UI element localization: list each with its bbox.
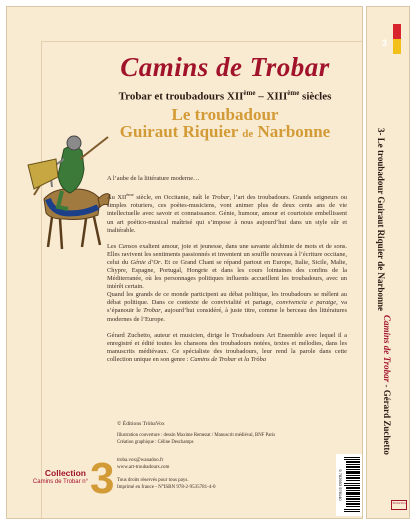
subtitle-sup-2: ème [287, 89, 300, 97]
p4-a: Gérard Zuchetto, auteur et musicien, dirige le Troubadours Art Ensemble avec lequel il a enregistré et édité toutes les chansons des troubadours notées, textes et mélodies, dans les manuscrits médiévaux. Ce spécialiste des troubadours, leur rend la parole dans cette collection unique en son genre : [107, 331, 347, 363]
website-text: www.art-troubadours.com [117, 465, 170, 470]
collection-series: Camins de Trobar n° [32, 479, 88, 485]
p1-trobar: Trobar [211, 194, 230, 202]
p1-a: Au XII [107, 194, 127, 202]
p4-camins: Camins de Trobar [190, 355, 237, 363]
subtitle-main: Trobar et troubadours XII [118, 90, 244, 103]
collection-badge [30, 454, 116, 504]
cover-subtitle [94, 89, 356, 103]
spine-author-name: Gérard Zuchetto [382, 389, 392, 455]
p3-a: Quand les grands de ce monde participent au débat politique, les troubadours se mêlent au débat politique. Dans ce contexte de convivialité et partage, [107, 291, 347, 307]
subtitle-tail: siècles [299, 90, 332, 103]
subtitle-sup-1: ème [243, 89, 256, 97]
intro-line: A l’aube de la littérature moderne… [107, 175, 200, 182]
p3-c: , aujourd’hui considéré, à juste titre, comme le berceau des littératures modernes de l’Europe. [107, 307, 348, 323]
p2-c: . Et ce Grand Chant se répand partout en Europe, Italie, Sicile, Malte, Chypre, Espagne, Portugal, Hongrie et dans les cours lointaines des confins de la Méditerranée, où les personnages politiques influents accueillent les troubadours, avec un intérêt certain. [107, 258, 347, 291]
spine-author-text [382, 315, 392, 455]
p2-cansos: Cansos [118, 242, 138, 250]
subtitle-dash: – XIII [255, 90, 288, 103]
spine-series: Camins de Trobar [382, 315, 392, 383]
spine-title-text: 3- Le troubadour Guiraut Riquier de Narbonne [376, 128, 386, 312]
paragraph-1 [107, 191, 347, 235]
p3-conv: convivencia e paratge [276, 299, 337, 307]
collection-number: 3 [90, 454, 115, 503]
name-part-c: Narbonne [253, 122, 331, 141]
isbn-text: Imprimé en france - N°ISBN 978-2-9535781-4-0 [117, 485, 216, 490]
p4-b: et [236, 355, 245, 363]
troubadour-name-line-2 [96, 123, 354, 143]
barcode-box [336, 454, 362, 516]
design-credit: Création graphique : Céline Deschamps [117, 439, 194, 445]
spine-separator: - [382, 382, 392, 390]
edition-line: © Éditions TròbaVox [117, 421, 165, 427]
paragraph-2 [107, 243, 347, 292]
p2-genie: Génie d’Or [130, 258, 161, 266]
isbn-barcode [336, 454, 362, 516]
p2-a: Les [107, 242, 119, 250]
paragraph-3 [107, 291, 347, 323]
flag-yellow-band [393, 39, 401, 54]
p3-trobar: Trobar [143, 307, 161, 315]
p4-troba: la Tròba [244, 355, 267, 363]
flag-red-band [393, 24, 401, 39]
rights-block [117, 477, 337, 491]
name-part-de: de [242, 128, 254, 140]
p1-c: , l’art des troubadours. Grands seigneurs ou simples roturiers, ces poètes-musiciens, vont animer plus de deux cents ans de vie intellectuelle avec savoir et connaissance. Génie, humour, amour et courtoisie embellissent un art poético-musical maîtrisé qui s’impose à nous aujourd’hui dans un style sûr et inaltérable. [107, 194, 347, 234]
illustration-credit: Illustration couverture : dessin Maxime Remezat / Manuscrit médiéval, BNF Paris [117, 433, 276, 439]
occitan-flag-icon [393, 24, 401, 54]
contact-block [117, 457, 337, 471]
p1-b: siècle, en Occitanie, naît le [133, 194, 212, 202]
collection-label: Collection [44, 468, 86, 478]
p1-sup: ème [126, 192, 134, 198]
barcode-bars [343, 454, 362, 516]
spine-author [380, 315, 410, 515]
back-cover-text [107, 175, 347, 372]
p2-b: exaltent amour, joie et jeunesse, dans une savante alchimie de mots et de sons. Elles ravivent les sentiments passionnés et inventent un souffle nouveau à l’écriture occitane, celui du [107, 242, 347, 266]
spine-number: 3 [382, 38, 388, 48]
p3-b: , va s’épanouir le [107, 299, 347, 315]
rights-text: Tous droits réservés pour tous pays. [117, 478, 189, 483]
name-part-a: Guiraut Riquier [119, 122, 243, 141]
email-text: troba.vox@wanadoo.fr [117, 458, 164, 463]
publisher-logo: TròbaVox [391, 500, 407, 510]
credits-block [117, 421, 357, 446]
paragraph-4 [107, 332, 347, 364]
barcode-digits: 9 782953 578140 [338, 469, 343, 501]
knight-illustration [24, 129, 118, 257]
cover-title: Camins de Trobar [120, 52, 330, 82]
troubadour-name-line-1: Le troubadour [171, 105, 279, 124]
